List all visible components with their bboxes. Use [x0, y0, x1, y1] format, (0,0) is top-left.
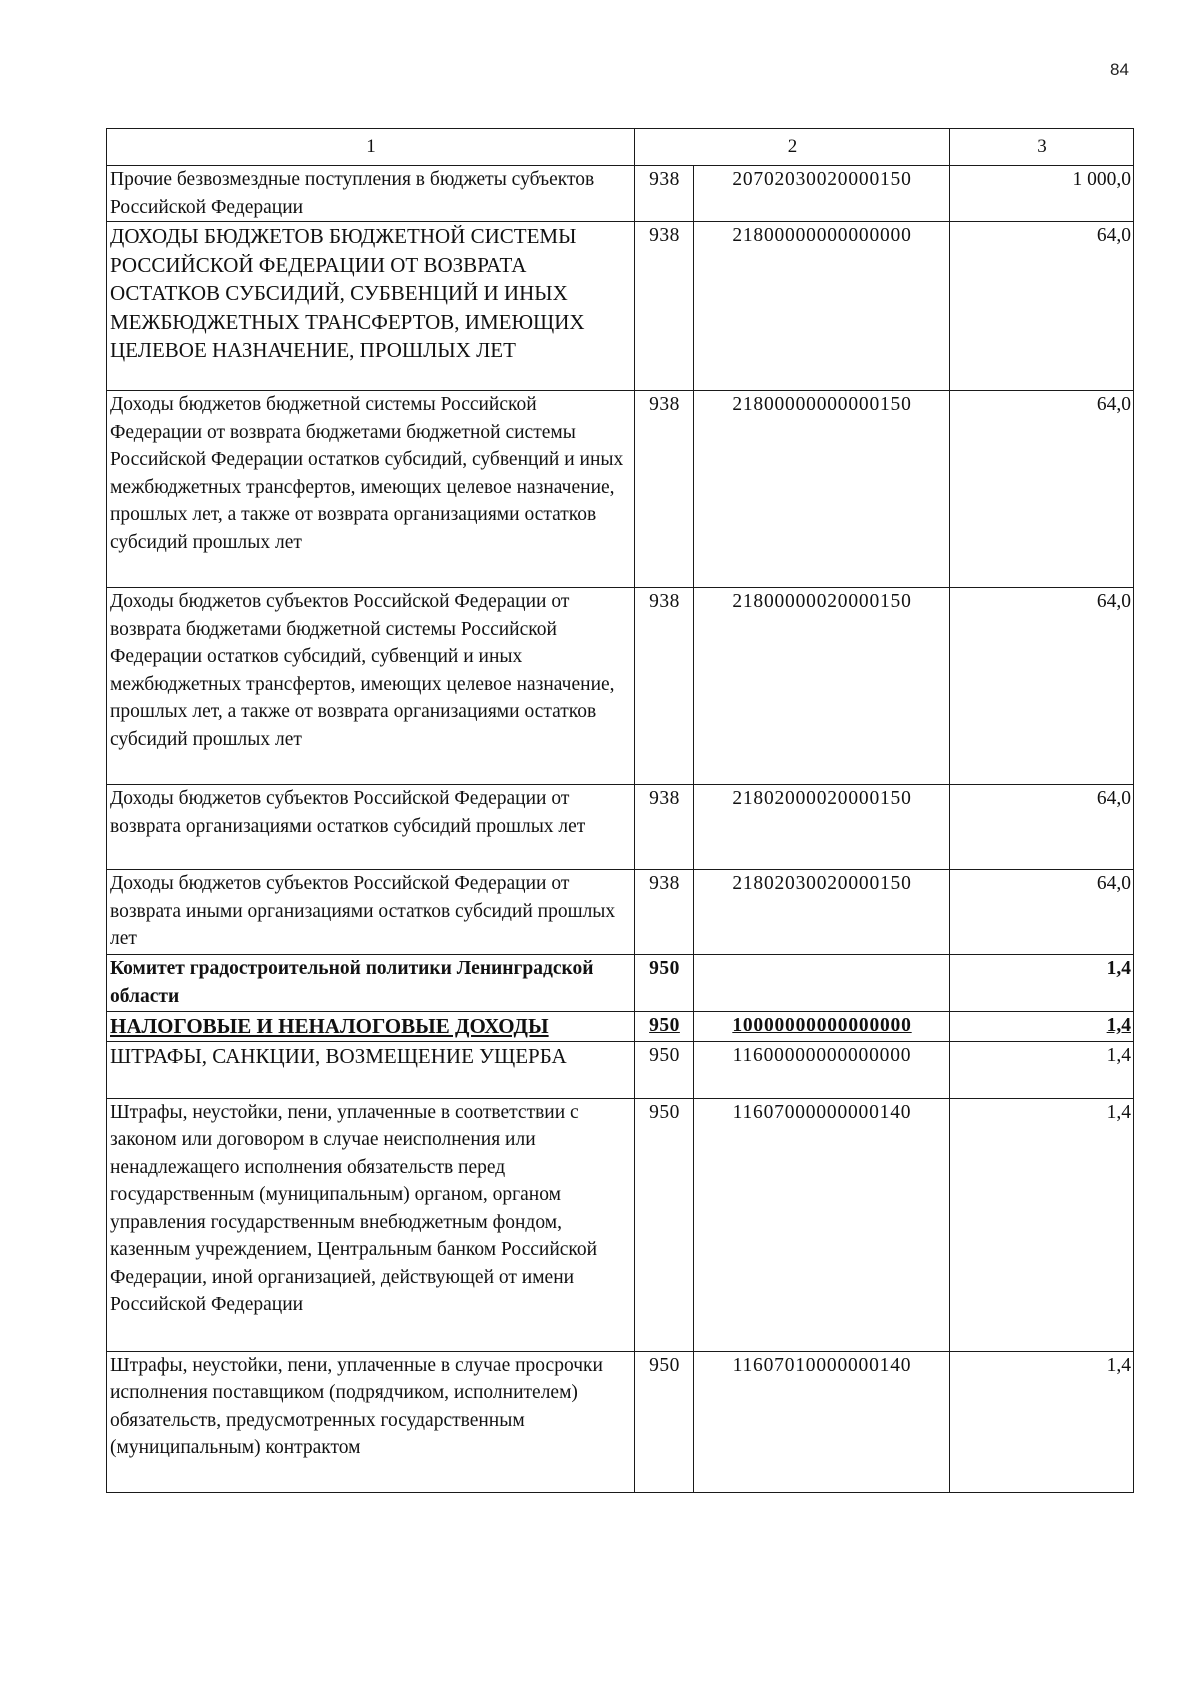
- column-header-1: 1: [107, 129, 635, 166]
- table-row: [107, 785, 1134, 870]
- page-number: 84: [1110, 60, 1129, 79]
- table-row: [107, 166, 1134, 222]
- row-amount: 1,4: [950, 955, 1134, 1012]
- row-amount: 64,0: [950, 870, 1134, 955]
- row-amount: 1,4: [950, 1098, 1134, 1351]
- row-admin-code: 950: [635, 955, 694, 1012]
- table-row: [107, 588, 1134, 785]
- row-admin-code: 950: [635, 1351, 694, 1492]
- row-name: Доходы бюджетов субъектов Российской Федерации от возврата организациями остатков субсидий прошлых лет: [107, 785, 635, 870]
- row-amount: 1,4: [950, 1012, 1134, 1042]
- row-amount: 1 000,0: [950, 166, 1134, 222]
- row-name: ДОХОДЫ БЮДЖЕТОВ БЮДЖЕТНОЙ СИСТЕМЫ РОССИЙСКОЙ ФЕДЕРАЦИИ ОТ ВОЗВРАТА ОСТАТКОВ СУБСИДИЙ, СУБВЕНЦИЙ И ИНЫХ МЕЖБЮДЖЕТНЫХ ТРАНСФЕРТОВ, ИМЕЮЩИХ ЦЕЛЕВОЕ НАЗНАЧЕНИЕ, ПРОШЛЫХ ЛЕТ: [107, 222, 635, 391]
- row-amount: 64,0: [950, 588, 1134, 785]
- row-name: Доходы бюджетов бюджетной системы Российской Федерации от возврата бюджетами бюджетной системы Российской Федерации остатков субсидий, субвенций и иных межбюджетных трансфертов, имеющих целевое назначение, прошлых лет, а также от возврата организациями остатков субсидий прошлых лет: [107, 391, 635, 588]
- row-amount: 64,0: [950, 391, 1134, 588]
- table-row: [107, 1041, 1134, 1098]
- row-budget-code: 21802030020000150: [694, 870, 950, 955]
- row-name: Доходы бюджетов субъектов Российской Федерации от возврата иными организациями остатков субсидий прошлых лет: [107, 870, 635, 955]
- table-row: [107, 1012, 1134, 1042]
- column-header-3: 3: [950, 129, 1134, 166]
- row-budget-code: 21802000020000150: [694, 785, 950, 870]
- row-budget-code: 21800000020000150: [694, 588, 950, 785]
- revenue-table: [106, 128, 1134, 1493]
- table-header-row: [107, 129, 1134, 166]
- row-name: Штрафы, неустойки, пени, уплаченные в случае просрочки исполнения поставщиком (подрядчиком, исполнителем) обязательств, предусмотренных государственным (муниципальным) контрактом: [107, 1351, 635, 1492]
- row-name: Комитет градостроительной политики Ленинградской области: [107, 955, 635, 1012]
- row-budget-code: 21800000000000150: [694, 391, 950, 588]
- row-budget-code: [694, 955, 950, 1012]
- row-admin-code: 938: [635, 166, 694, 222]
- row-admin-code: 938: [635, 870, 694, 955]
- table-row: [107, 391, 1134, 588]
- table-row: [107, 222, 1134, 391]
- row-budget-code: 21800000000000000: [694, 222, 950, 391]
- table-row: [107, 1351, 1134, 1492]
- row-budget-code: 11607010000000140: [694, 1351, 950, 1492]
- row-amount: 1,4: [950, 1041, 1134, 1098]
- row-name: Штрафы, неустойки, пени, уплаченные в соответствии с законом или договором в случае неисполнения или ненадлежащего исполнения обязательств перед государственным (муниципальным) органом, органом управления государственным внебюджетным фондом, казенным учреждением, Центральным банком Российской Федерации, иной организацией, действующей от имени Российской Федерации: [107, 1098, 635, 1351]
- row-admin-code: 938: [635, 785, 694, 870]
- table-row: [107, 870, 1134, 955]
- row-budget-code: 11600000000000000: [694, 1041, 950, 1098]
- row-admin-code: 938: [635, 588, 694, 785]
- row-amount: 1,4: [950, 1351, 1134, 1492]
- row-admin-code: 938: [635, 222, 694, 391]
- row-name: НАЛОГОВЫЕ И НЕНАЛОГОВЫЕ ДОХОДЫ: [107, 1012, 635, 1042]
- column-header-2: 2: [635, 129, 950, 166]
- row-admin-code: 950: [635, 1098, 694, 1351]
- row-amount: 64,0: [950, 785, 1134, 870]
- row-budget-code: 10000000000000000: [694, 1012, 950, 1042]
- row-budget-code: 20702030020000150: [694, 166, 950, 222]
- row-name: ШТРАФЫ, САНКЦИИ, ВОЗМЕЩЕНИЕ УЩЕРБА: [107, 1041, 635, 1098]
- row-admin-code: 938: [635, 391, 694, 588]
- row-admin-code: 950: [635, 1041, 694, 1098]
- row-admin-code: 950: [635, 1012, 694, 1042]
- row-budget-code: 11607000000000140: [694, 1098, 950, 1351]
- row-amount: 64,0: [950, 222, 1134, 391]
- row-name: Доходы бюджетов субъектов Российской Федерации от возврата бюджетами бюджетной системы Российской Федерации остатков субсидий, субвенций и иных межбюджетных трансфертов, имеющих целевое назначение, прошлых лет, а также от возврата организациями остатков субсидий прошлых лет: [107, 588, 635, 785]
- table-row: [107, 1098, 1134, 1351]
- row-name: Прочие безвозмездные поступления в бюджеты субъектов Российской Федерации: [107, 166, 635, 222]
- table-row: [107, 955, 1134, 1012]
